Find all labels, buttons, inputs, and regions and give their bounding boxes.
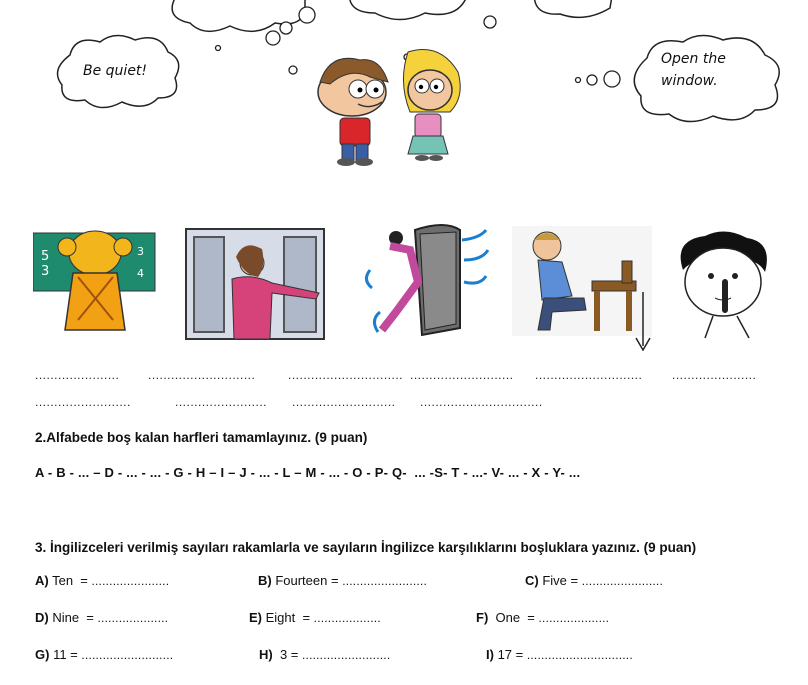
q3-blank-i[interactable]: .............................. [526, 648, 633, 662]
q3-item-f: F) One = .................... [476, 610, 610, 625]
answer-line-7[interactable]: ......................... [35, 395, 131, 409]
q3-blank-g[interactable]: .......................... [81, 648, 174, 662]
answer-line-5[interactable]: ............................ [535, 368, 643, 382]
q3-item-h: H) 3 = ......................... [259, 647, 391, 662]
speech-dots-right [573, 68, 629, 90]
picture-window-woman [184, 227, 329, 342]
q3-item-c: C) Five = ....................... [525, 573, 664, 588]
q3-blank-h[interactable]: ......................... [302, 648, 391, 662]
q3-item-b: B) Fourteen = ........................ [258, 573, 428, 588]
picture-board-girl [33, 225, 158, 335]
q2-alphabet-sequence[interactable]: A - B - ... – D - ... - ... - G - H – I – J - ... - L – M - ... - O - P- Q- ... -S- T - ...- V- ... - X - Y- ... [35, 465, 581, 480]
q3-title: 3. İngilizceleri verilmiş sayıları rakamlarla ve sayıların İngilizce karşılıklarını boşluklara yazınız. (9 puan) [35, 540, 697, 555]
q3-item-d: D) Nine = .................... [35, 610, 169, 625]
q3-item-i: I) 17 = .............................. [486, 647, 633, 662]
answer-line-2[interactable]: ............................ [148, 368, 256, 382]
q3-blank-c[interactable]: ....................... [581, 574, 664, 588]
q2-title: 2.Alfabede boş kalan harfleri tamamlayınız. (9 puan) [35, 430, 368, 445]
kids-illustration [300, 42, 480, 172]
top-cloud-right [525, 0, 625, 28]
picture-be-quiet [665, 230, 780, 340]
picture-sit-down [512, 226, 657, 351]
answer-line-1[interactable]: ...................... [35, 368, 120, 382]
bubble-text-left: Be quiet! [83, 63, 148, 79]
answer-line-4[interactable]: ........................... [410, 368, 514, 382]
q3-blank-d[interactable]: .................... [97, 611, 169, 625]
q3-blank-b[interactable]: ........................ [342, 574, 428, 588]
answer-line-10[interactable]: ................................ [420, 395, 543, 409]
answer-line-3[interactable]: .............................. [288, 368, 404, 382]
svg-text:3: 3 [137, 245, 144, 258]
q3-item-a: A) Ten = ...................... [35, 573, 170, 588]
q3-blank-e[interactable]: ................... [313, 611, 381, 625]
answer-line-9[interactable]: ........................... [292, 395, 396, 409]
answer-line-8[interactable]: ........................ [175, 395, 268, 409]
q3-blank-f[interactable]: .................... [538, 611, 610, 625]
q3-item-e: E) Eight = ................... [249, 610, 381, 625]
q3-item-g: G) 11 = .......................... [35, 647, 174, 662]
svg-text:5: 5 [41, 249, 50, 264]
bubble-text-right-2: window. [661, 73, 718, 89]
bubble-text-right-1: Open the [661, 51, 726, 67]
answer-line-6[interactable]: ...................... [672, 368, 757, 382]
svg-text:4: 4 [137, 267, 144, 280]
picture-door [360, 220, 490, 340]
svg-text:3: 3 [41, 264, 50, 279]
q3-blank-a[interactable]: ...................... [91, 574, 170, 588]
